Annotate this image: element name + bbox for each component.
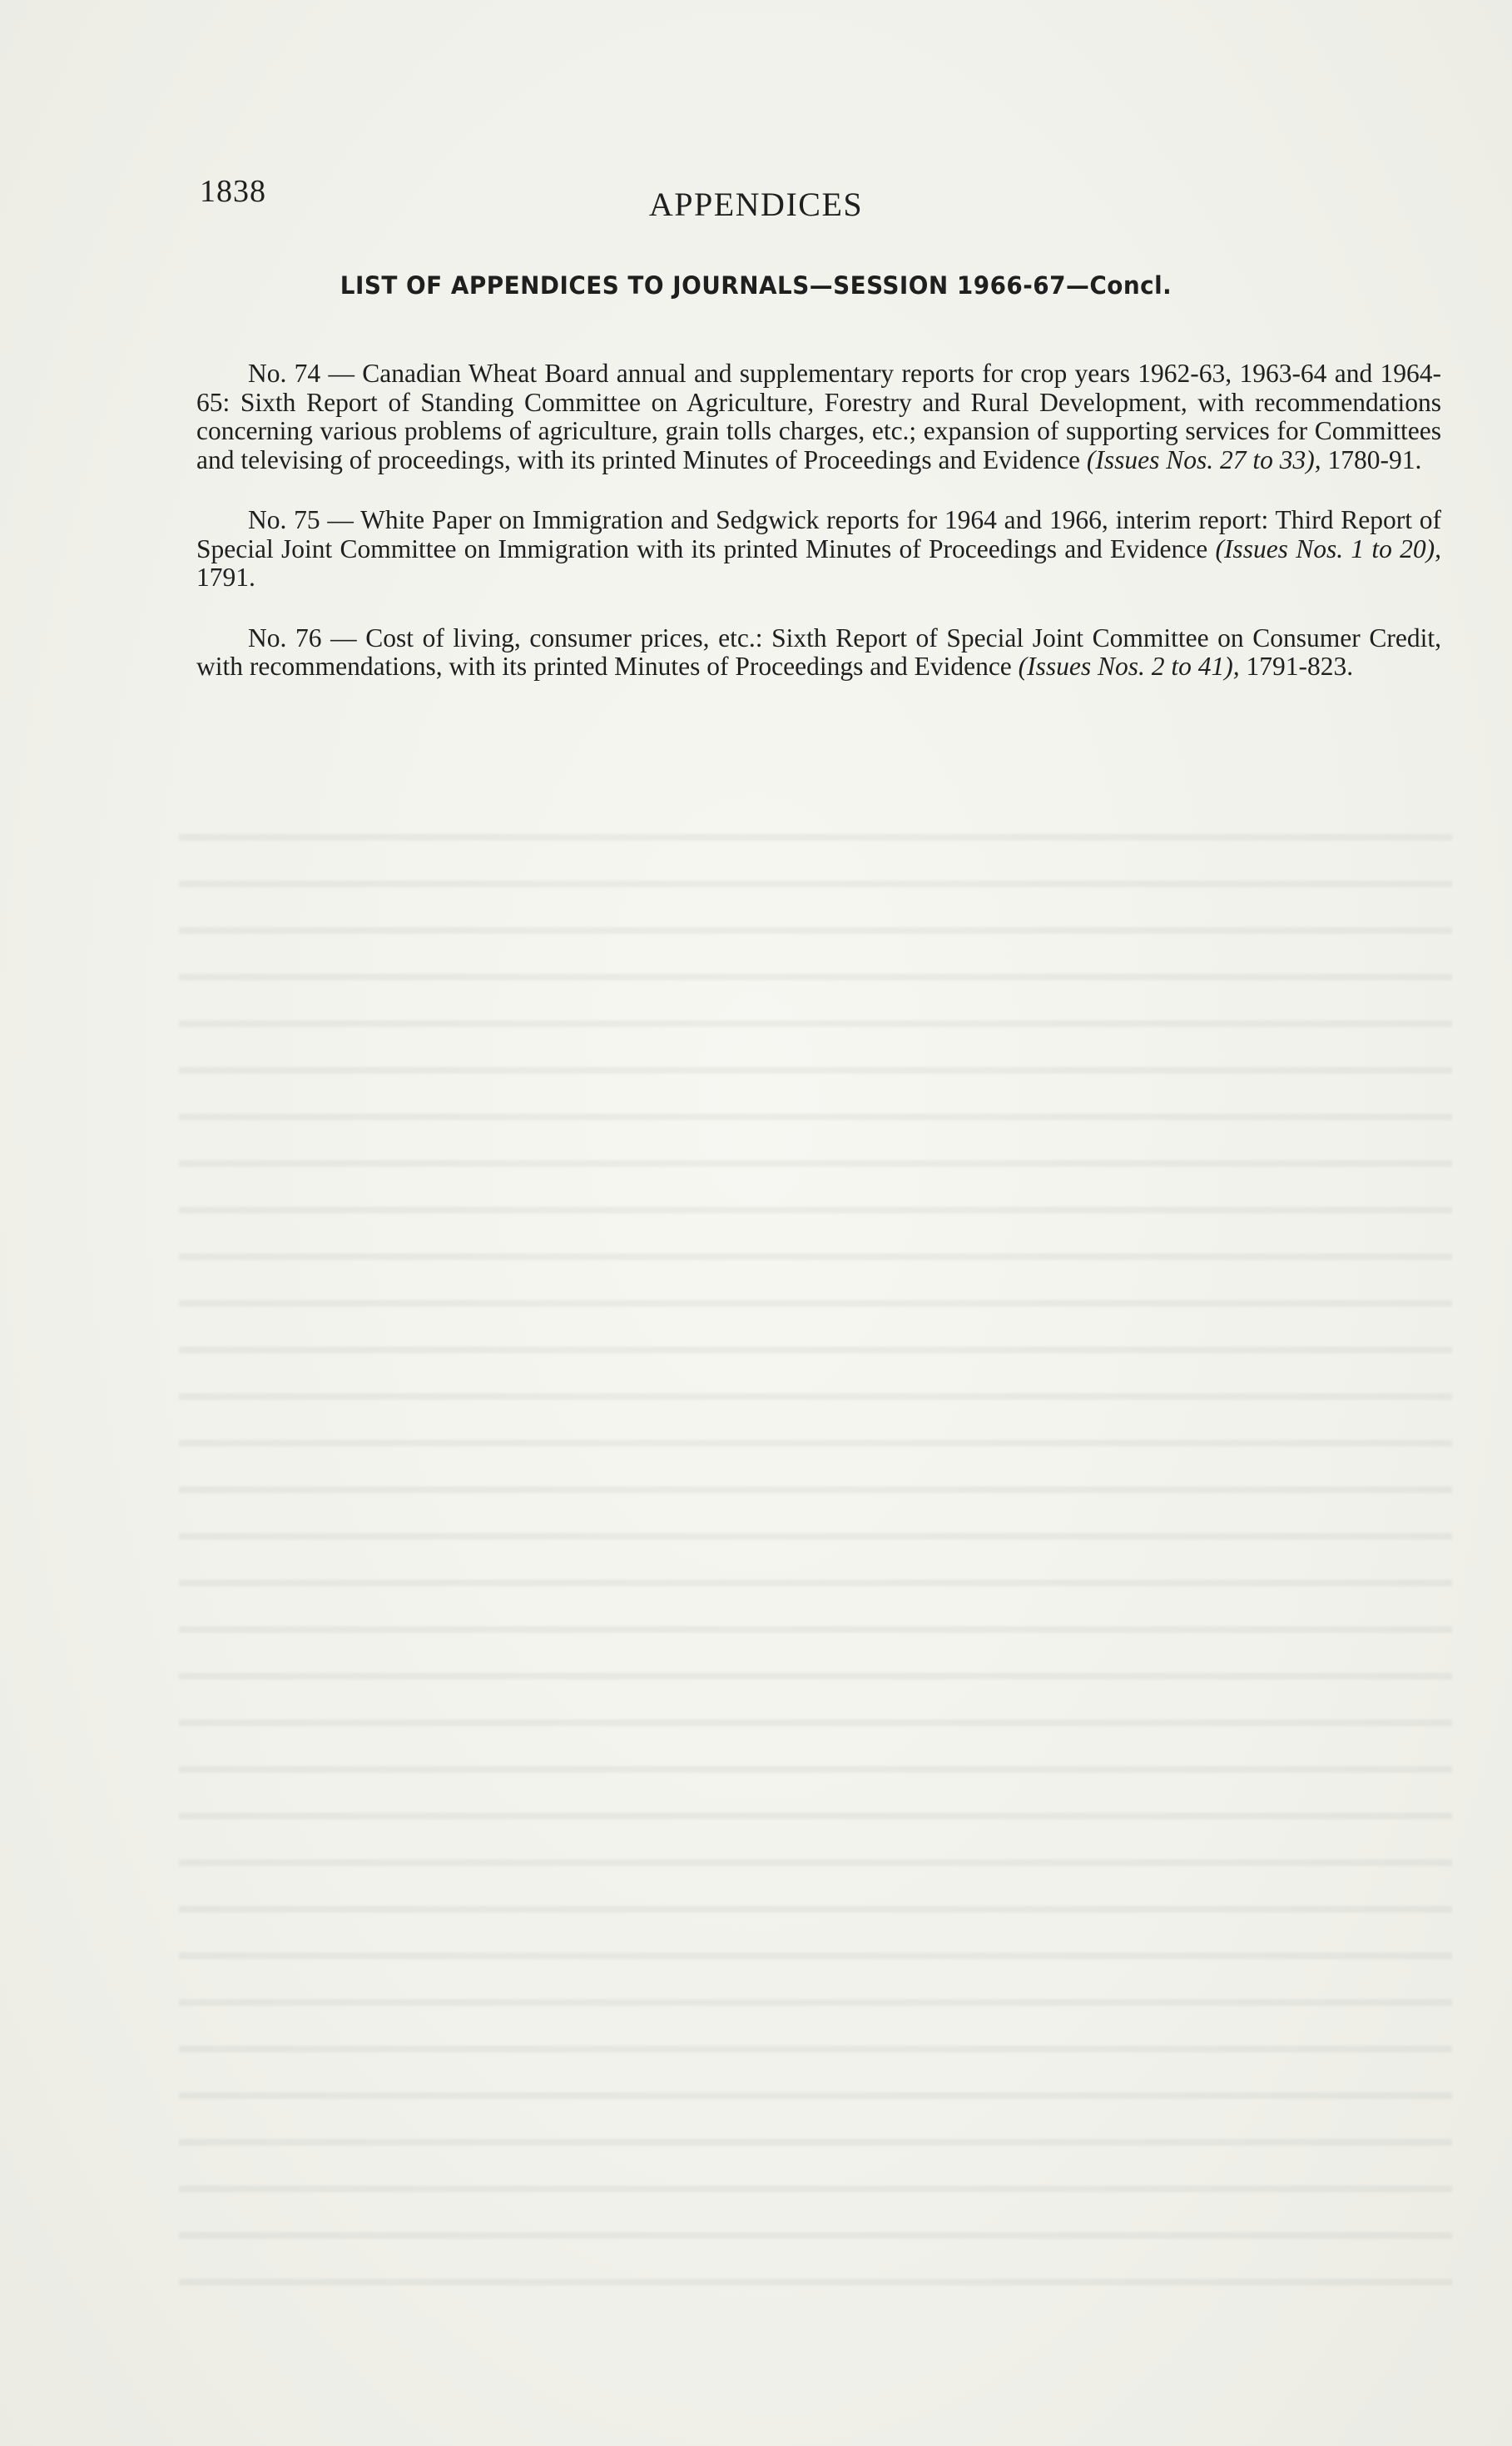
- appendix-entry-74: [196, 360, 1441, 474]
- entry-text: No. 74 — Canadian Wheat Board annual and supplementary reports for crop years 1962-63, 1963-64 and 1964-65: Sixth Report of Standing Committee on Agriculture, Forestry and Rural Development, with recommendations concerning various problems of agriculture, grain tolls charges, etc.; expansion of supporting services for Committees and televising of proceedings, with its printed Minutes of Proceedings and Evidence: [196, 359, 1441, 474]
- entry-pages: 1791.: [196, 563, 255, 592]
- list-title: LIST OF APPENDICES TO JOURNALS—SESSION 1966-67—Concl.: [340, 271, 1172, 300]
- entry-text: No. 76 — Cost of living, consumer prices, etc.: Sixth Report of Special Joint Committee on Consumer Credit, with recommendations, with its printed Minutes of Proceedings and Evidence: [196, 623, 1441, 681]
- entry-issues: (Issues Nos. 1 to 20),: [1215, 533, 1441, 563]
- appendix-entry-76: [196, 624, 1441, 682]
- entry-pages: 1780-91.: [1321, 444, 1422, 474]
- appendix-list: [196, 360, 1441, 713]
- page-number: 1838: [200, 174, 266, 209]
- appendix-entry-75: [196, 506, 1441, 593]
- entry-issues: (Issues Nos. 2 to 41),: [1018, 652, 1240, 681]
- entry-issues: (Issues Nos. 27 to 33),: [1086, 444, 1321, 474]
- running-head: APPENDICES: [648, 186, 864, 223]
- entry-text: No. 75 — White Paper on Immigration and Sedgwick reports for 1964 and 1966, interim report: Third Report of Special Joint Committee on Immigration with its printed Minutes of Proceedings and Evidence: [196, 505, 1441, 563]
- entry-pages: 1791-823.: [1239, 652, 1354, 681]
- show-through-text: [179, 816, 1452, 2314]
